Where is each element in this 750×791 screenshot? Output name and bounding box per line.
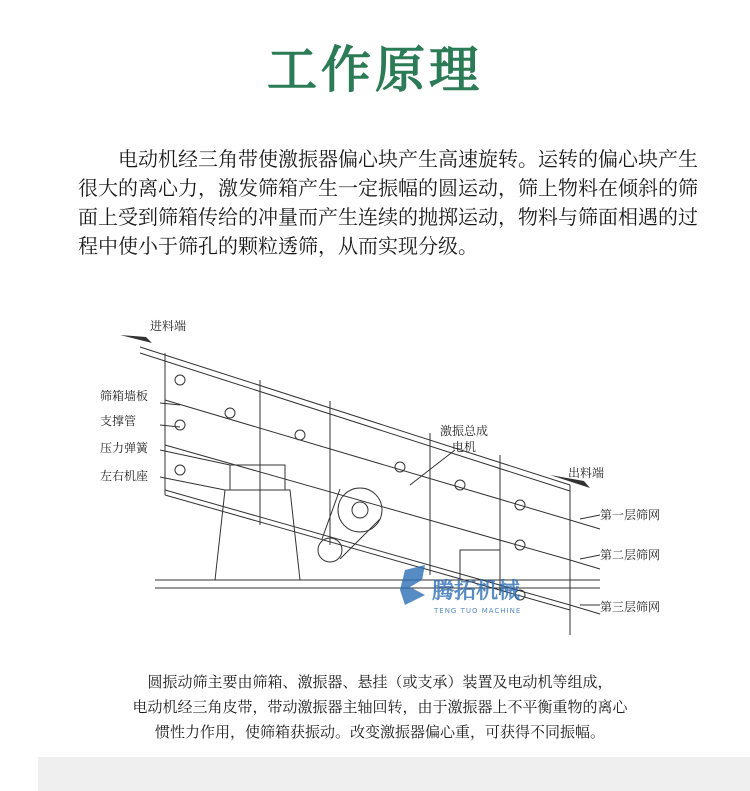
left-spring-housing — [230, 465, 285, 490]
bolt — [395, 462, 405, 472]
leader-support-tube — [160, 425, 180, 427]
label-deck-1: 第一层筛网 — [600, 508, 661, 522]
diagram-caption — [90, 670, 670, 745]
caption-line-1: 圆振动筛主要由筛箱、激振器、悬挂（或支承）装置及电动机等组成， — [147, 673, 613, 691]
bolt — [295, 430, 305, 440]
exciter-hub — [352, 502, 368, 518]
intro-text — [78, 145, 698, 261]
leader-machine-base — [160, 477, 225, 490]
bolt — [175, 375, 185, 385]
vibrating-screen-diagram — [100, 305, 700, 650]
belt — [322, 489, 340, 539]
label-screen-wall: 筛箱墙板 — [100, 389, 149, 403]
label-support-tube: 支撑管 — [100, 414, 137, 428]
left-machine-base — [215, 490, 300, 580]
page-title: 工作原理 — [267, 41, 483, 99]
intro-paragraph: 电动机经三角带使激振器偏心块产生高速旋转。运转的偏心块产生很大的离心力，激发筛箱产生一定振幅的圆运动，筛上物料在倾斜的筛面上受到筛箱传给的冲量而产生连续的抛掷运动，物料与筛面相遇的过程中使小于筛孔的颗粒透筛，从而实现分级。 — [78, 147, 698, 258]
deck-1-ext — [570, 520, 600, 529]
bolt — [175, 465, 185, 475]
logo-mark-icon — [400, 565, 425, 605]
company-logo-watermark — [400, 565, 521, 615]
diagram-canvas — [100, 305, 700, 650]
label-exciter-line2: 电机 — [452, 440, 477, 454]
label-exciter-line1: 激振总成 — [440, 424, 489, 438]
deck-2-ext — [570, 560, 600, 569]
bolt — [225, 408, 235, 418]
bolt — [175, 420, 185, 430]
leader-deck-2 — [580, 555, 600, 559]
frame-top-line — [140, 347, 570, 485]
label-deck-3: 第三层筛网 — [600, 600, 661, 614]
caption-line-3: 惯性力作用，使筛箱获振动。改变激振器偏心重，可获得不同振幅。 — [154, 723, 605, 741]
label-machine-base: 左右机座 — [100, 469, 149, 483]
deck-3-ext — [570, 605, 600, 614]
caption-line-2: 电动机经三角皮带，带动激振器主轴回转，由于激振器上不平衡重物的离心 — [132, 698, 628, 716]
logo-text-cn: 腾拓机械 — [432, 579, 521, 604]
label-deck-2: 第二层筛网 — [600, 548, 661, 562]
leader-pressure-spring — [160, 450, 230, 465]
leader-deck-1 — [580, 515, 600, 519]
belt — [340, 519, 380, 559]
label-pressure-spring: 压力弹簧 — [100, 441, 149, 455]
label-feed-end: 进料端 — [150, 319, 187, 333]
label-discharge-end: 出料端 — [568, 466, 605, 480]
bolt — [455, 480, 465, 490]
exciter-wheel — [338, 488, 382, 532]
logo-text-en: TENG TUO MACHINE — [434, 607, 522, 615]
feed-arrow-icon — [120, 335, 152, 343]
footer-band — [38, 757, 750, 791]
frame-top-line-2 — [140, 353, 570, 491]
